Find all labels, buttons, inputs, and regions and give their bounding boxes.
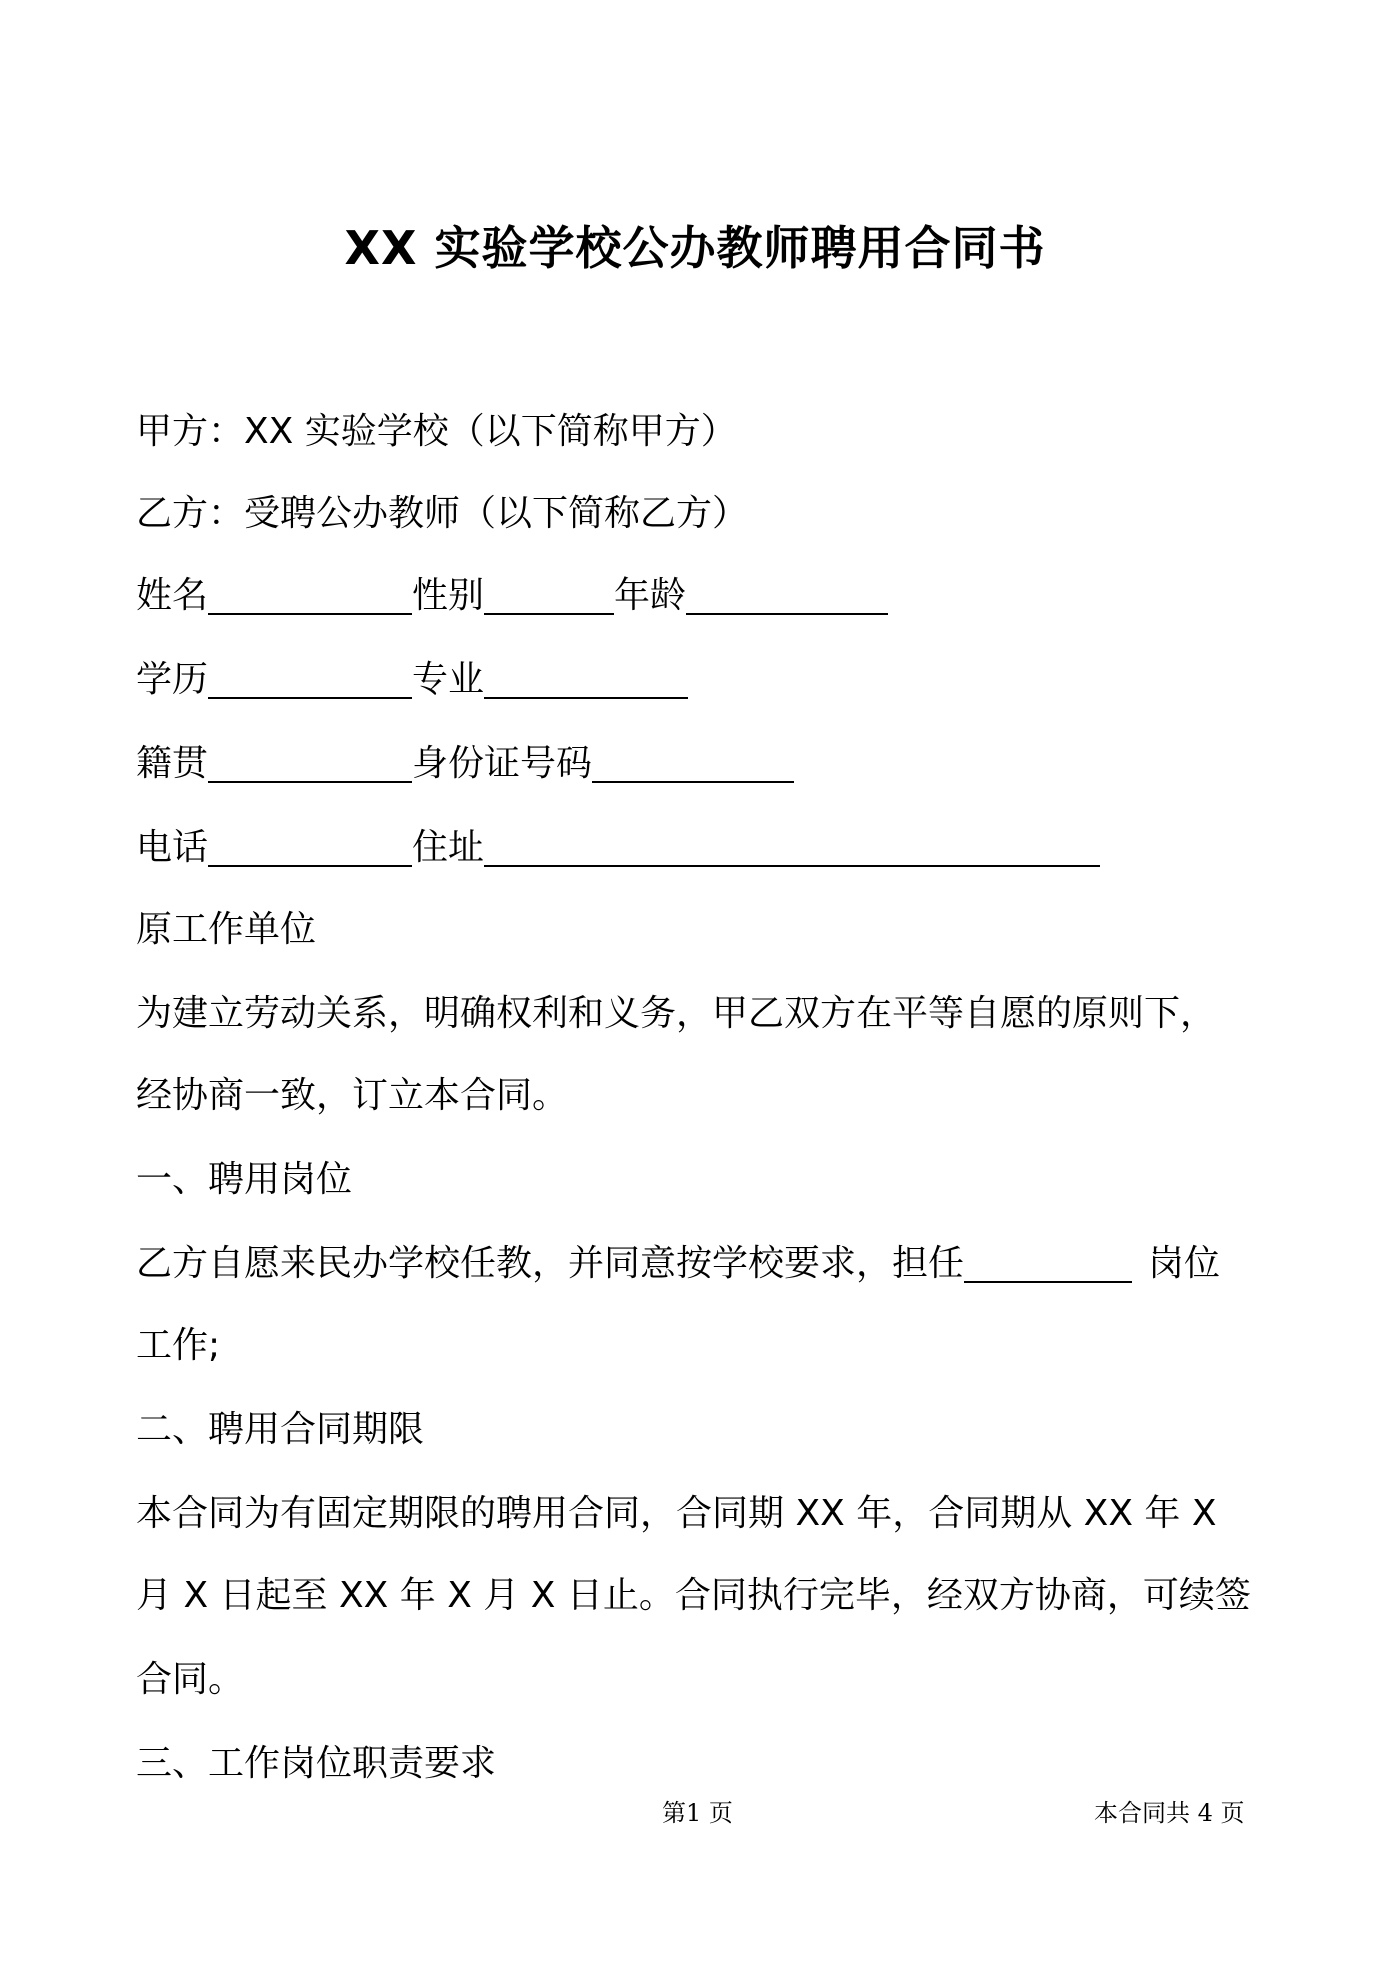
personal-info-row-4	[136, 824, 1100, 872]
address-blank[interactable]	[484, 825, 1100, 867]
id-number-blank[interactable]	[592, 741, 794, 783]
former-employer-label: 原工作单位	[136, 909, 317, 950]
section-1-text-line-2: 工作;	[136, 1325, 221, 1366]
intro-line-2: 经协商一致，订立本合同。	[136, 1075, 569, 1116]
native-place-blank[interactable]	[208, 741, 412, 783]
section-3-heading: 三、工作岗位职责要求	[136, 1743, 497, 1784]
page-number: 第1 页	[662, 1799, 733, 1827]
address-label: 住址	[412, 827, 485, 868]
section-1-heading: 一、聘用岗位	[136, 1159, 353, 1200]
education-blank[interactable]	[208, 657, 412, 699]
section-2-text-line-1: 本合同为有固定期限的聘用合同，合同期 XX 年，合同期从 XX 年 X	[136, 1493, 1217, 1534]
name-blank[interactable]	[208, 573, 412, 615]
personal-info-row-1	[136, 572, 888, 620]
name-label: 姓名	[136, 575, 209, 616]
id-number-label: 身份证号码	[412, 743, 593, 784]
age-label: 年龄	[614, 575, 687, 616]
personal-info-row-3	[136, 740, 794, 788]
document-title: XX 实验学校公办教师聘用合同书	[344, 221, 1046, 275]
total-pages: 本合同共 4 页	[1094, 1799, 1245, 1827]
phone-label: 电话	[136, 827, 209, 868]
major-label: 专业	[412, 659, 485, 700]
section-2-text-line-2: 月 X 日起至 XX 年 X 月 X 日止。合同执行完毕，经双方协商，可续签	[136, 1575, 1251, 1616]
section-1-text-end: 岗位	[1148, 1243, 1221, 1284]
party-a-line: 甲方：XX 实验学校（以下简称甲方）	[136, 411, 737, 452]
gender-blank[interactable]	[484, 573, 614, 615]
native-place-label: 籍贯	[136, 743, 209, 784]
section-1-text-line-1	[136, 1240, 1220, 1288]
phone-blank[interactable]	[208, 825, 412, 867]
section-2-text-line-3: 合同。	[136, 1659, 245, 1700]
major-blank[interactable]	[484, 657, 688, 699]
intro-line-1: 为建立劳动关系，明确权利和义务，甲乙双方在平等自愿的原则下，	[136, 993, 1217, 1034]
education-label: 学历	[136, 659, 209, 700]
position-blank[interactable]	[964, 1241, 1132, 1283]
section-2-heading: 二、聘用合同期限	[136, 1409, 425, 1450]
party-b-line: 乙方：受聘公办教师（以下简称乙方）	[136, 493, 749, 534]
personal-info-row-2	[136, 656, 688, 704]
gender-label: 性别	[412, 575, 485, 616]
section-1-text-start: 乙方自愿来民办学校任教，并同意按学校要求，担任	[136, 1243, 965, 1284]
age-blank[interactable]	[686, 573, 888, 615]
